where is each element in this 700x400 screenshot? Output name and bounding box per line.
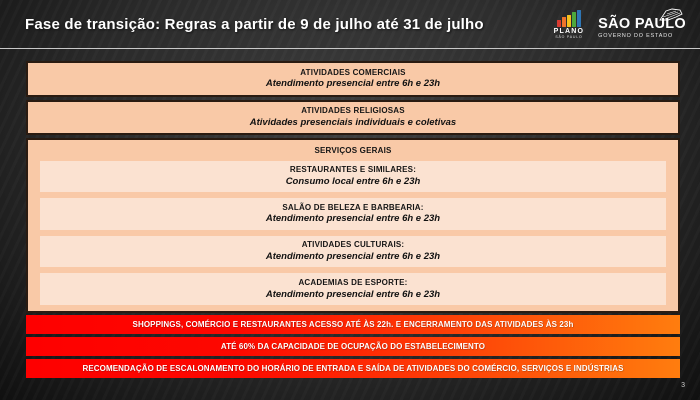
header-divider <box>0 48 700 49</box>
service-item-academias <box>40 273 666 305</box>
card-subtitle: Atividades presenciais individuais e coletivas <box>249 116 457 128</box>
gov-logo-text: SÃO PAULO <box>598 16 686 32</box>
restriction-bar-text: RECOMENDAÇÃO DE ESCALONAMENTO DO HORÁRIO DE ENTRADA E SAÍDA DE ATIVIDADES DO COMÉRCIO, SERVIÇOS E INDÚSTRIAS <box>82 364 624 373</box>
service-item-title: RESTAURANTES E SIMILARES: <box>289 165 417 175</box>
card-title: ATIVIDADES RELIGIOSAS <box>301 106 405 116</box>
header-bar <box>0 0 700 48</box>
plano-sao-paulo-logo <box>554 10 585 39</box>
service-item-title: SALÃO DE BELEZA E BARBEARIA: <box>282 202 424 212</box>
service-item-salao-beleza <box>40 198 666 230</box>
plano-logo-bar <box>577 10 581 27</box>
service-item-title: ACADEMIAS DE ESPORTE: <box>298 277 408 287</box>
sp-state-map-icon <box>658 7 684 23</box>
restriction-bar-text: SHOPPINGS, COMÉRCIO E RESTAURANTES ACESSO ATÉ ÀS 22h. E ENCERRAMENTO DAS ATIVIDADES ÀS 23h <box>132 320 574 329</box>
plano-logo-bar <box>562 17 566 27</box>
restriction-bar-shoppings <box>26 315 680 334</box>
sao-paulo-government-logo <box>598 9 686 39</box>
section-title: SERVIÇOS GERAIS <box>314 146 392 155</box>
service-item-title: ATIVIDADES CULTURAIS: <box>301 240 405 250</box>
card-subtitle: Atendimento presencial entre 6h e 23h <box>265 78 441 90</box>
plano-logo-text: PLANO <box>553 27 585 35</box>
service-item-atividades-culturais <box>40 236 666 268</box>
plano-logo-subtext: SÃO PAULO <box>555 34 583 39</box>
restriction-bar-escalonamento <box>26 359 680 378</box>
page-number: 3 <box>681 382 685 389</box>
card-atividades-religiosas <box>26 100 680 135</box>
page-title: Fase de transição: Regras a partir de 9 de julho até 31 de julho <box>25 15 484 33</box>
service-item-subtitle: Atendimento presencial entre 6h e 23h <box>265 250 441 262</box>
service-item-restaurantes <box>40 161 666 193</box>
restriction-bar-capacidade <box>26 337 680 356</box>
service-item-subtitle: Atendimento presencial entre 6h e 23h <box>265 213 441 225</box>
restriction-bar-text: ATÉ 60% DA CAPACIDADE DE OCUPAÇÃO DO ESTABELECIMENTO <box>220 342 486 351</box>
card-servicos-gerais <box>26 138 680 313</box>
plano-logo-bar <box>572 12 576 27</box>
service-item-subtitle: Atendimento presencial entre 6h e 23h <box>265 288 441 300</box>
plano-logo-bar <box>567 15 571 27</box>
card-atividades-comerciais <box>26 61 680 97</box>
bar-chart-icon <box>557 10 581 27</box>
plano-logo-bar <box>557 20 561 27</box>
card-title: ATIVIDADES COMERCIAIS <box>300 67 406 77</box>
service-item-subtitle: Consumo local entre 6h e 23h <box>285 175 421 187</box>
gov-logo-subtext: GOVERNO DO ESTADO <box>598 33 674 39</box>
